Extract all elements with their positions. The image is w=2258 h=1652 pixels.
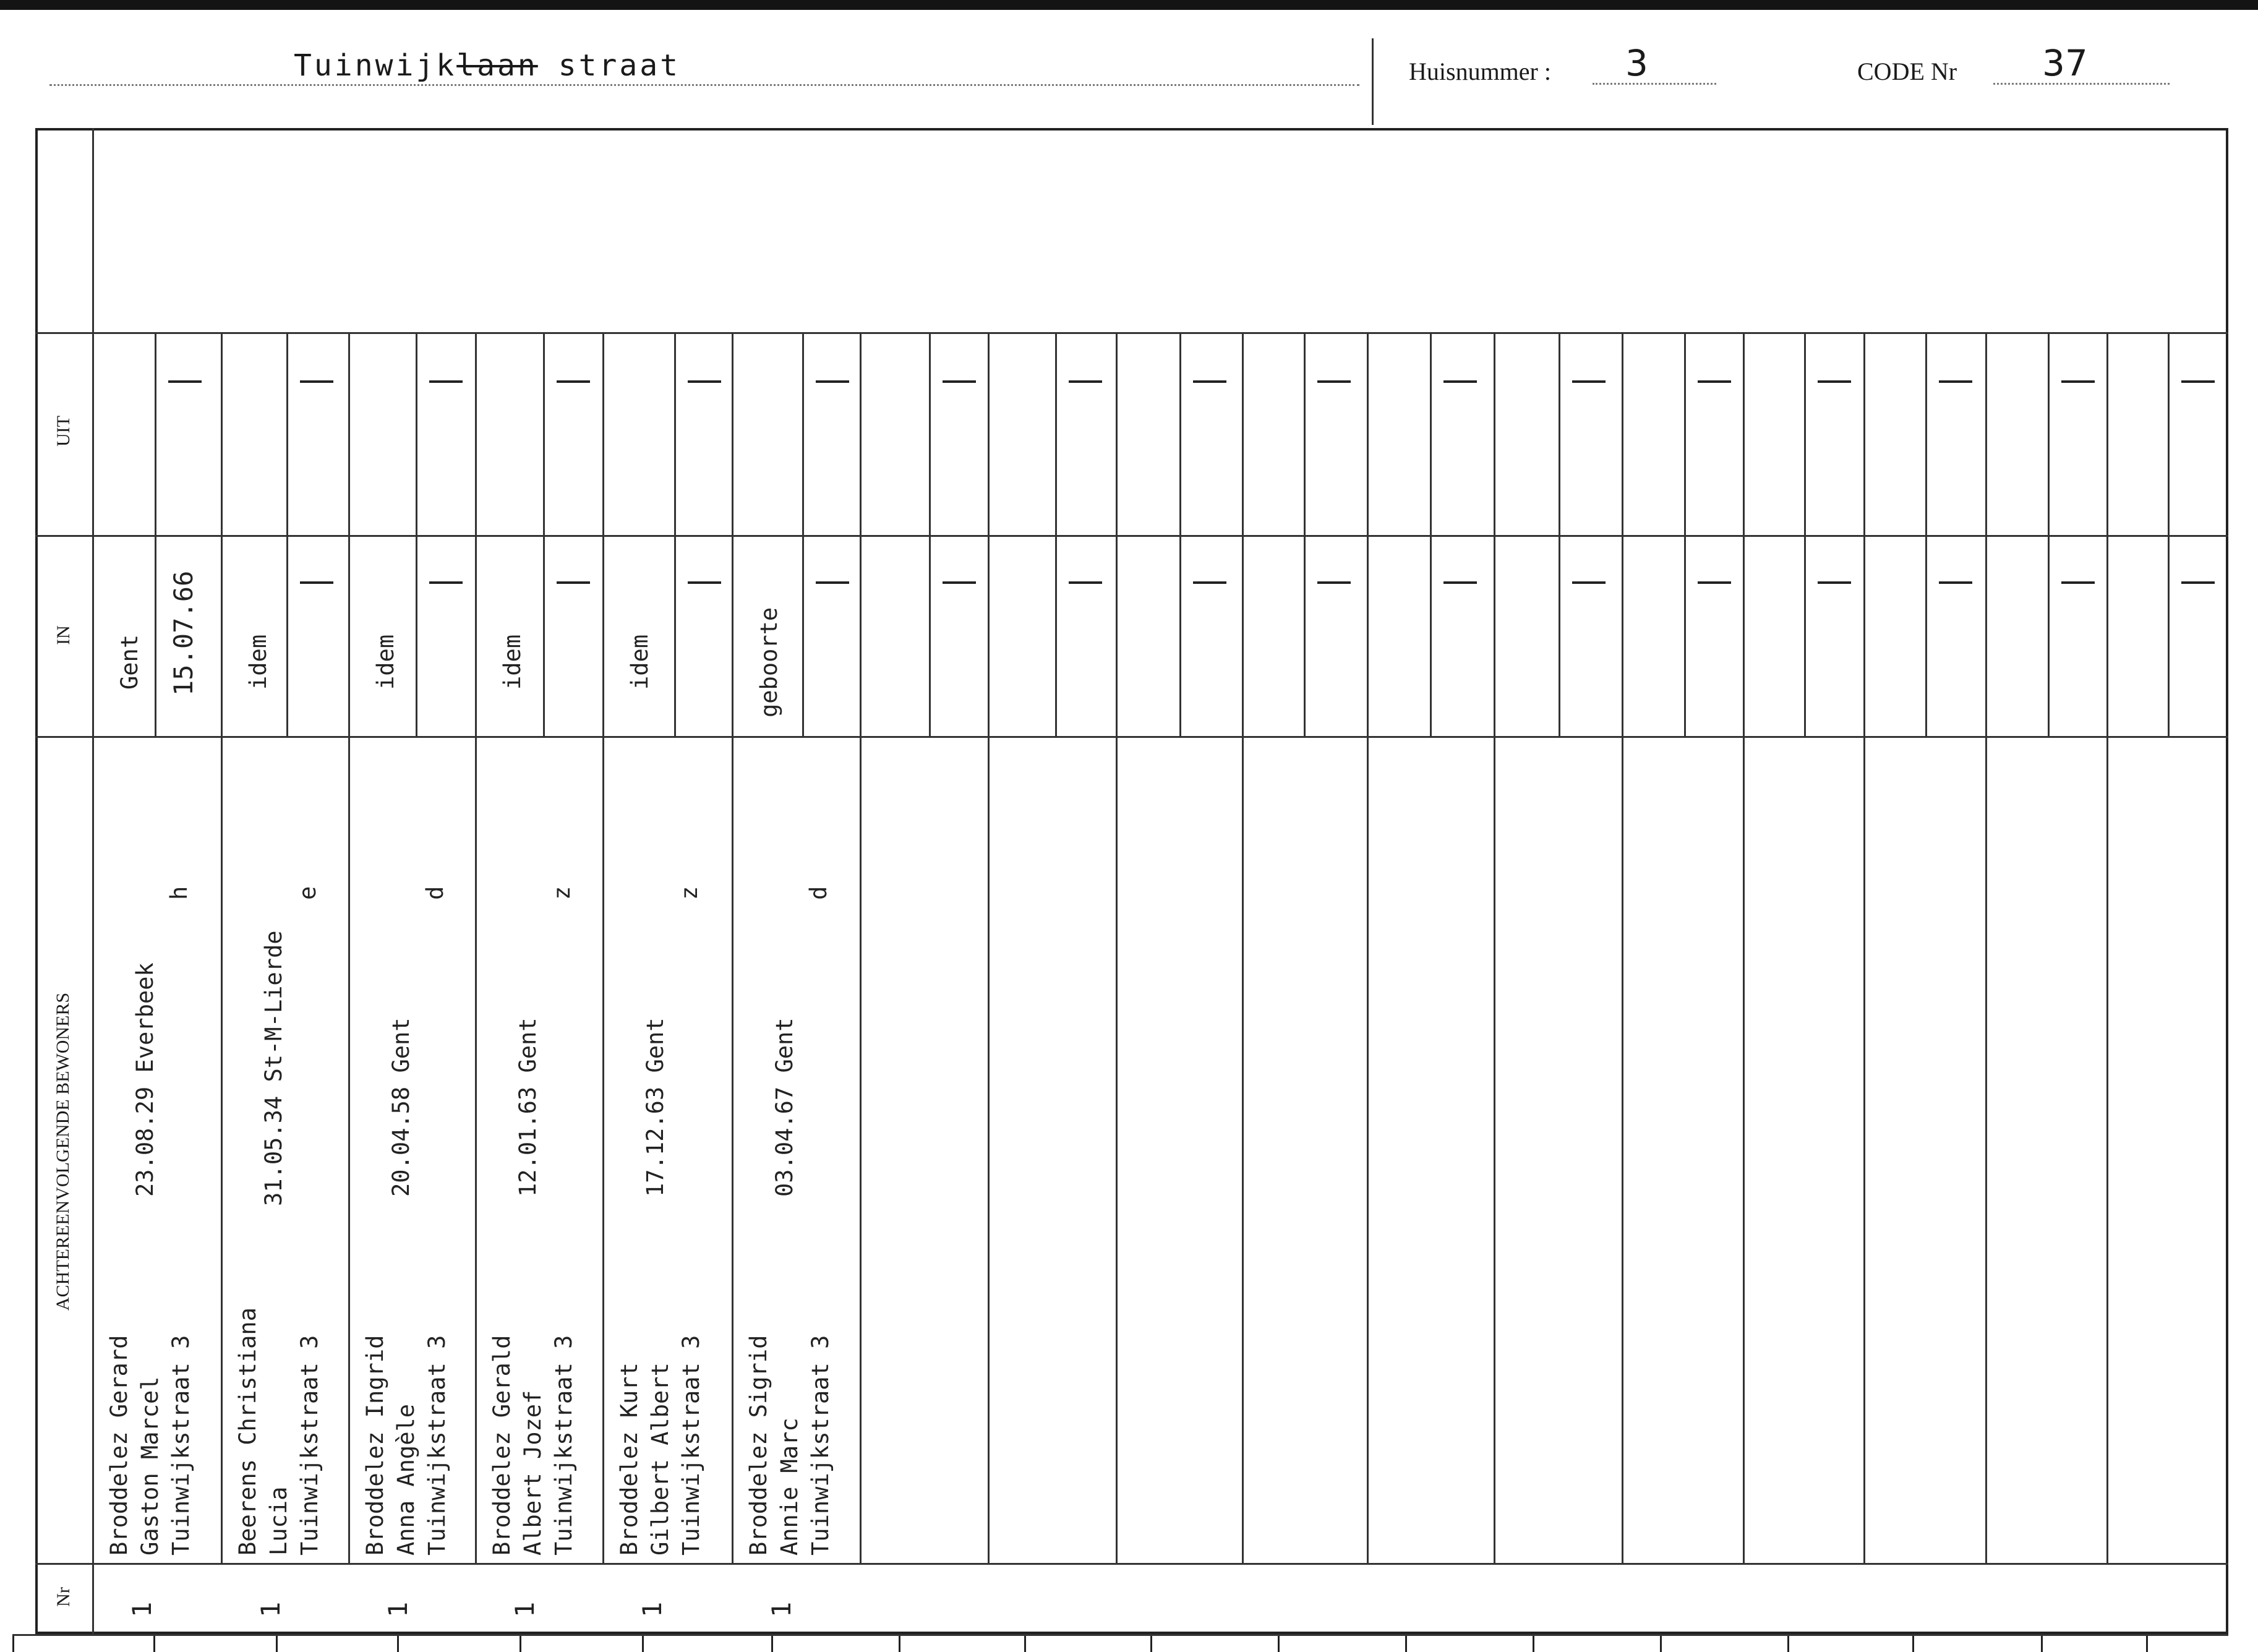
resident-code: e [294, 886, 321, 900]
bottom-tick [1912, 1634, 1914, 1652]
resident-name-line: Gaston Marcel [137, 1376, 163, 1556]
bottom-edge [12, 1634, 2228, 1636]
column-line [1494, 332, 1495, 1563]
column-line [221, 332, 223, 1563]
sub-column-line [929, 332, 931, 736]
resident-name-line: Beerens Christiana [234, 1307, 261, 1556]
resident-name-line: Broddelez Gerald [489, 1335, 515, 1556]
resident-in-place: geboorte [756, 607, 782, 717]
bottom-tick [1405, 1634, 1407, 1652]
sub-column-line [1925, 332, 1927, 736]
bottom-tick [153, 1634, 155, 1652]
in-dash [688, 581, 721, 584]
resident-birth: 17.12.63 Gent [642, 1017, 669, 1197]
resident-name-line: Tuinwijkstraat 3 [424, 1335, 450, 1556]
resident-nr: 1 [766, 1601, 797, 1617]
bottom-tick [397, 1634, 399, 1652]
sub-column-line [1304, 332, 1306, 736]
in-dash [1939, 581, 1972, 584]
resident-nr: 1 [255, 1601, 286, 1617]
resident-name-line: Lucia [265, 1486, 292, 1556]
uit-dash [1193, 380, 1226, 383]
column-line [860, 332, 862, 1563]
uit-dash [557, 380, 590, 383]
street-suffix: straat [558, 48, 681, 83]
resident-nr: 1 [383, 1601, 413, 1617]
uit-dash [300, 380, 333, 383]
column-line [1743, 332, 1745, 1563]
uit-dash [2061, 380, 2095, 383]
resident-name-line: Tuinwijkstraat 3 [296, 1335, 323, 1556]
uit-dash [2181, 380, 2215, 383]
resident-code: d [805, 886, 832, 900]
column-line [1242, 332, 1244, 1563]
sub-column-line [543, 332, 545, 736]
sub-column-line [802, 332, 804, 736]
bottom-tick [1024, 1634, 1026, 1652]
resident-name-line: Albert Jozef [520, 1390, 546, 1556]
resident-name-line: Tuinwijkstraat 3 [550, 1335, 577, 1556]
resident-in-place: idem [499, 634, 526, 690]
bottom-tick [1787, 1634, 1789, 1652]
column-line [1367, 332, 1369, 1563]
sub-column-line [155, 332, 156, 736]
in-dash [816, 581, 849, 584]
huisnummer-value[interactable]: 3 [1625, 42, 1648, 84]
row-sep-uit-in [35, 535, 2228, 537]
resident-code: z [549, 886, 575, 900]
sub-column-line [286, 332, 288, 736]
in-dash [1317, 581, 1351, 584]
in-dash [1069, 581, 1102, 584]
sub-column-line [1055, 332, 1057, 736]
bewoners-label: ACHTEREENVOLGENDE BEWONERS [53, 992, 73, 1311]
resident-nr: 1 [127, 1601, 157, 1617]
in-dash [2181, 581, 2215, 584]
in-dash [1193, 581, 1226, 584]
sub-column-line [2048, 332, 2050, 736]
in-dash [1698, 581, 1731, 584]
resident-birth: 03.04.67 Gent [771, 1017, 798, 1197]
in-dash [1443, 581, 1477, 584]
resident-code: d [422, 886, 448, 900]
row-sep-bewoners-nr [35, 1563, 2228, 1565]
huisnummer-label: Huisnummer : [1409, 58, 1551, 85]
in-dash [2061, 581, 2095, 584]
sub-column-line [1684, 332, 1686, 736]
column-line [602, 332, 604, 1563]
uit-dash [1939, 380, 1972, 383]
in-dash [943, 581, 976, 584]
code-label: CODE Nr [1857, 58, 1957, 85]
uit-dash [688, 380, 721, 383]
bottom-tick [1150, 1634, 1152, 1652]
uit-dash [943, 380, 976, 383]
bottom-tick [2041, 1634, 2043, 1652]
sub-column-line [2168, 332, 2170, 736]
resident-name-line: Annie Marc [776, 1418, 803, 1556]
resident-birth: 23.08.29 Everbeek [132, 962, 158, 1197]
nr-label: Nr [53, 1587, 74, 1607]
sub-column-line [1430, 332, 1432, 736]
huisnummer-dotline [1593, 83, 1716, 85]
label-column-divider [92, 128, 94, 1634]
bottom-tick [1533, 1634, 1534, 1652]
resident-name-line: Tuinwijkstraat 3 [168, 1335, 194, 1556]
code-value[interactable]: 37 [2042, 42, 2088, 84]
sub-column-line [1179, 332, 1181, 736]
resident-in-date: 15.07.66 [168, 570, 199, 696]
column-line [475, 332, 477, 1563]
resident-in-place: idem [627, 634, 653, 690]
bottom-tick [276, 1634, 278, 1652]
uit-dash [1572, 380, 1606, 383]
in-dash [300, 581, 333, 584]
bottom-tick [771, 1634, 773, 1652]
in-label: IN [53, 625, 74, 645]
in-dash [1818, 581, 1851, 584]
uit-dash [816, 380, 849, 383]
bottom-tick [12, 1634, 14, 1652]
bottom-tick [2146, 1634, 2148, 1652]
column-line [732, 332, 733, 1563]
column-line [1116, 332, 1118, 1563]
sub-column-line [674, 332, 676, 736]
row-sep-top [92, 332, 2228, 334]
resident-name-line: Tuinwijkstraat 3 [678, 1335, 704, 1556]
resident-birth: 31.05.34 St-M-Lierde [260, 930, 287, 1206]
resident-in-place: Gent [116, 634, 143, 690]
sub-column-line [1804, 332, 1806, 736]
resident-name-line: Broddelez Gerard [106, 1335, 132, 1556]
bottom-tick [520, 1634, 521, 1652]
street-name: Tuinwijk [294, 48, 457, 83]
column-line [1863, 332, 1865, 1563]
bottom-tick [1278, 1634, 1280, 1652]
street-field[interactable] [294, 48, 680, 83]
column-line [2106, 332, 2108, 1563]
scan-top-edge [0, 0, 2258, 10]
resident-in-place: idem [245, 634, 272, 690]
in-dash [429, 581, 463, 584]
resident-in-place: idem [372, 634, 399, 690]
bottom-tick [642, 1634, 644, 1652]
column-line [1622, 332, 1623, 1563]
street-dotline [49, 84, 1359, 86]
resident-name-line: Anna Angèle [393, 1403, 419, 1556]
resident-name-line: Tuinwijkstraat 3 [807, 1335, 834, 1556]
street-struck-word: laan [456, 48, 538, 83]
resident-code: z [676, 886, 703, 900]
uit-dash [1698, 380, 1731, 383]
uit-dash [1818, 380, 1851, 383]
resident-nr: 1 [510, 1601, 540, 1617]
row-sep-first [35, 332, 92, 334]
uit-label: UIT [53, 416, 74, 447]
resident-nr: 1 [637, 1601, 667, 1617]
column-line [348, 332, 350, 1563]
column-line [1985, 332, 1987, 1563]
resident-name-line: Broddelez Sigrid [745, 1335, 772, 1556]
bottom-tick [899, 1634, 900, 1652]
sub-column-line [416, 332, 417, 736]
sub-column-line [1559, 332, 1560, 736]
resident-birth: 12.01.63 Gent [515, 1017, 541, 1197]
resident-birth: 20.04.58 Gent [388, 1017, 414, 1197]
in-dash [1572, 581, 1606, 584]
in-dash [557, 581, 590, 584]
resident-name-line: Gilbert Albert [647, 1363, 674, 1556]
uit-dash [168, 380, 202, 383]
uit-dash [1317, 380, 1351, 383]
uit-dash [1069, 380, 1102, 383]
bottom-tick [1660, 1634, 1662, 1652]
resident-code: h [166, 886, 192, 900]
uit-dash [429, 380, 463, 383]
column-line [988, 332, 990, 1563]
resident-name-line: Broddelez Ingrid [362, 1335, 388, 1556]
row-sep-in-bewoners [35, 736, 2228, 738]
resident-name-line: Broddelez Kurt [616, 1363, 643, 1556]
header-divider [1372, 38, 1374, 125]
uit-dash [1443, 380, 1477, 383]
